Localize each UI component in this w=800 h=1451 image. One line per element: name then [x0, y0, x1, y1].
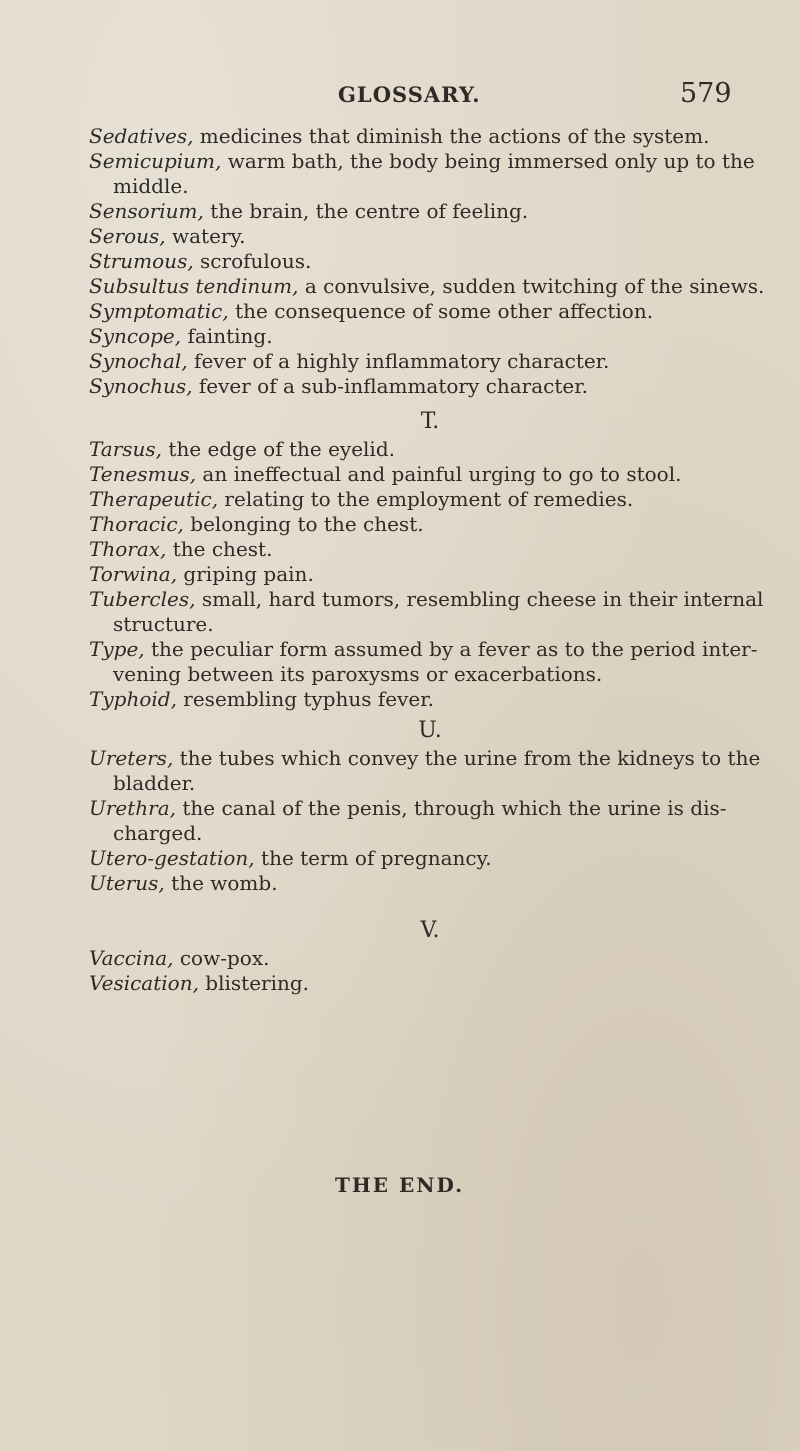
entry-definition: the tubes which convey the urine from the kidneys to the bladder. [113, 746, 761, 795]
entry-term: Ureters, [89, 746, 174, 770]
entry-definition: resembling typhus fever. [176, 687, 434, 711]
running-head: GLOSSARY. [338, 82, 481, 107]
page-header [0, 78, 800, 112]
entry-term: Tarsus, [89, 437, 163, 461]
entry-definition: a convulsive, sudden twitching of the sinews. [298, 274, 765, 298]
glossary-entry [0, 249, 800, 274]
section-heading-t: T. [420, 409, 440, 434]
page-number: 579 [680, 78, 732, 109]
section-heading-v: V. [420, 918, 440, 943]
entry-term: Synochus, [89, 374, 193, 398]
entry-term: Vesication, [89, 971, 199, 995]
glossary-entry [0, 687, 800, 712]
glossary-entry [0, 124, 800, 149]
entry-definition: warm bath, the body being immersed only up to the middle. [113, 149, 755, 198]
entry-term: Sedatives, [89, 124, 194, 148]
entry-term: Uterus, [89, 871, 165, 895]
entry-definition: cow-pox. [173, 946, 270, 970]
glossary-entry [0, 374, 800, 399]
entry-term: Strumous, [89, 249, 194, 273]
glossary-entry [0, 324, 800, 349]
entry-definition: the term of pregnancy. [254, 846, 492, 870]
entry-definition: the chest. [166, 537, 273, 561]
entry-definition: medicines that diminish the actions of the system. [193, 124, 710, 148]
glossary-entry [0, 299, 800, 324]
glossary-entry [0, 746, 800, 796]
entry-term: Tenesmus, [89, 462, 197, 486]
glossary-entry [0, 946, 800, 971]
entry-term: Vaccina, [89, 946, 174, 970]
glossary-entry [0, 224, 800, 249]
entry-term: Tubercles, [89, 587, 196, 611]
entry-definition: relating to the employment of remedies. [218, 487, 634, 511]
entry-term: Torwina, [89, 562, 178, 586]
entry-term: Urethra, [89, 796, 177, 820]
entry-definition: the consequence of some other affection. [228, 299, 654, 323]
entry-term: Type, [89, 637, 145, 661]
entry-term: Thorax, [89, 537, 167, 561]
entry-term: Typhoid, [89, 687, 177, 711]
entry-definition: blistering. [198, 971, 310, 995]
glossary-entry [0, 871, 800, 896]
glossary-entry [0, 437, 800, 462]
section-heading-u: U. [418, 718, 442, 743]
entry-definition: fever of a highly inflammatory character. [187, 349, 610, 373]
entry-definition: fainting. [181, 324, 273, 348]
glossary-entry [0, 971, 800, 996]
entry-definition: fever of a sub-inflammatory character. [192, 374, 588, 398]
entry-definition: the womb. [164, 871, 278, 895]
entry-definition: griping pain. [177, 562, 314, 586]
glossary-entry [0, 349, 800, 374]
entry-term: Symptomatic, [89, 299, 229, 323]
entry-term: Subsultus tendinum, [89, 274, 299, 298]
entry-term: Serous, [89, 224, 166, 248]
entry-term: Syncope, [89, 324, 182, 348]
glossary-entry [0, 637, 800, 687]
entry-definition: small, hard tumors, resembling cheese in their internal structure. [113, 587, 764, 636]
entry-term: Synochal, [89, 349, 188, 373]
entry-definition: the peculiar form assumed by a fever as to the period inter-vening between its paroxysms or exacerbations. [113, 637, 758, 686]
glossary-entry [0, 796, 800, 846]
entry-term: Utero-gestation, [89, 846, 255, 870]
entry-definition: watery. [165, 224, 246, 248]
glossary-entry [0, 274, 800, 299]
glossary-entry [0, 562, 800, 587]
glossary-entry [0, 846, 800, 871]
glossary-entry [0, 462, 800, 487]
glossary-entry [0, 199, 800, 224]
the-end-label: THE END. [335, 1173, 465, 1197]
entry-definition: belonging to the chest. [183, 512, 424, 536]
entry-definition: an ineffectual and painful urging to go to stool. [196, 462, 682, 486]
entry-definition: the edge of the eyelid. [162, 437, 395, 461]
entry-term: Semicupium, [89, 149, 222, 173]
entry-definition: scrofulous. [193, 249, 312, 273]
glossary-entry [0, 512, 800, 537]
glossary-entry [0, 487, 800, 512]
entry-term: Therapeutic, [89, 487, 219, 511]
entry-term: Sensorium, [89, 199, 204, 223]
glossary-entry [0, 537, 800, 562]
entry-definition: the canal of the penis, through which the urine is dis-charged. [113, 796, 727, 845]
glossary-entries [0, 124, 800, 996]
entry-definition: the brain, the centre of feeling. [203, 199, 529, 223]
glossary-entry [0, 149, 800, 199]
glossary-entry [0, 587, 800, 637]
entry-term: Thoracic, [89, 512, 184, 536]
